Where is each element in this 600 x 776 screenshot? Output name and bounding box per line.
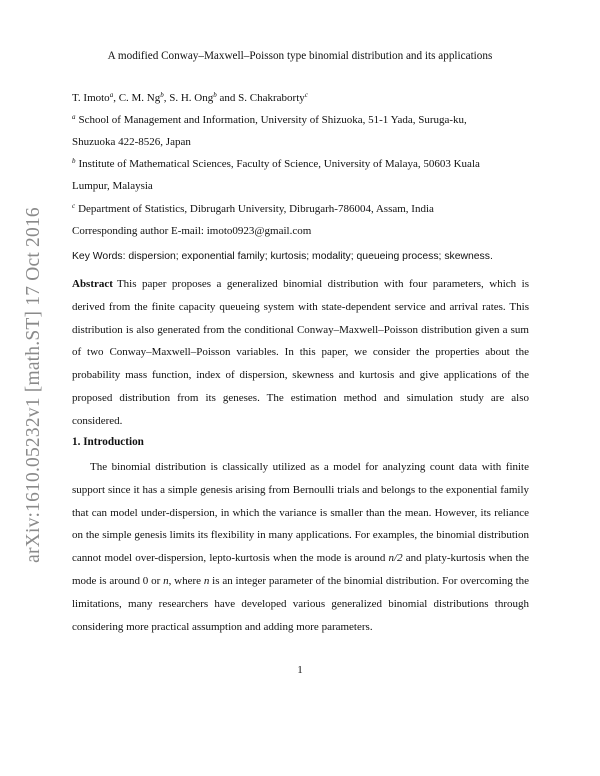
author-name: , S. H. Ong xyxy=(163,92,214,104)
affiliation-mark: a xyxy=(72,113,76,121)
introduction-paragraph xyxy=(72,456,529,638)
affiliation-c-line-1 xyxy=(72,203,434,215)
affiliation-b-line-2: Lumpur, Malaysia xyxy=(72,180,153,192)
corresponding-author: Corresponding author E-mail: imoto0923@gmail.com xyxy=(72,225,312,237)
affiliation-text: Institute of Mathematical Sciences, Faculty of Science, University of Malaya, 50603 Kuala xyxy=(78,158,480,170)
arxiv-identifier-stamp: arXiv:1610.05232v1 [math.ST] 17 Oct 2016 xyxy=(23,207,44,563)
page-number: 1 xyxy=(297,664,303,676)
author-list xyxy=(72,92,308,104)
affiliation-text: School of Management and Information, University of Shizuoka, 51-1 Yada, Suruga-ku, xyxy=(78,114,467,126)
abstract-label: Abstract xyxy=(72,278,113,290)
author-name: T. Imoto xyxy=(72,92,110,104)
paragraph-text: and platy-kurtosis when the mode is around 0 or xyxy=(72,552,529,587)
section-heading: 1. Introduction xyxy=(72,436,144,448)
abstract-text: This paper proposes a generalized binomial distribution with four parameters, which is derived from the finite capacity queueing system with state-dependent service and arrival rates. This distribution is also generated from the conditional Conway–Maxwell–Poisson distribution given a sum of two Conway–Maxwell–Poisson variables. In this paper, we consider the properties about the probability mass function, index of dispersion, skewness and kurtosis and give applications of the proposed distribution from its geneses. The estimation method and simulation study are also considered. xyxy=(72,278,529,427)
paper-title: A modified Conway–Maxwell–Poisson type binomial distribution and its applications xyxy=(107,50,493,62)
author-name: , C. M. Ng xyxy=(113,92,161,104)
author-name: and S. Chakraborty xyxy=(216,92,305,104)
author-affiliation-mark: c xyxy=(304,91,308,99)
affiliation-text: Department of Statistics, Dibrugarh University, Dibrugarh-786004, Assam, India xyxy=(78,203,434,215)
affiliation-b-line-1 xyxy=(72,158,480,170)
author-affiliation-mark: b xyxy=(213,91,217,99)
affiliation-a-line-1 xyxy=(72,114,467,126)
abstract xyxy=(72,273,529,433)
math-symbol: n xyxy=(163,574,169,587)
math-symbol: n xyxy=(203,574,210,587)
paragraph-text: is an integer parameter of the binomial distribution. For overcoming the limitations, many researchers have developed various generalized binomial distributions through considering more practical assumption and adding more parameters. xyxy=(72,574,530,633)
affiliation-mark: b xyxy=(72,157,76,165)
keywords: Key Words: dispersion; exponential family; kurtosis; modality; queueing process; skewness. xyxy=(72,251,493,262)
paragraph-text: The binomial distribution is classically utilized as a model for analyzing count data with finite support since it has a simple genesis arising from Bernoulli trials and belongs to the exponential family that can model under-dispersion, in which the variance is smaller than the mean. However, its reliance on the simple genesis limits its flexibility in many applications. For examples, the binomial distribution cannot model over-dispersion, lepto-kurtosis when the mode is around xyxy=(72,461,529,565)
math-expression: n/2 xyxy=(388,552,403,565)
author-affiliation-mark: b xyxy=(160,91,164,99)
paragraph-text: , where xyxy=(168,574,204,587)
affiliation-mark: c xyxy=(72,202,76,210)
affiliation-a-line-2: Shuzuoka 422-8526, Japan xyxy=(72,136,191,148)
author-affiliation-mark: a xyxy=(109,91,114,99)
